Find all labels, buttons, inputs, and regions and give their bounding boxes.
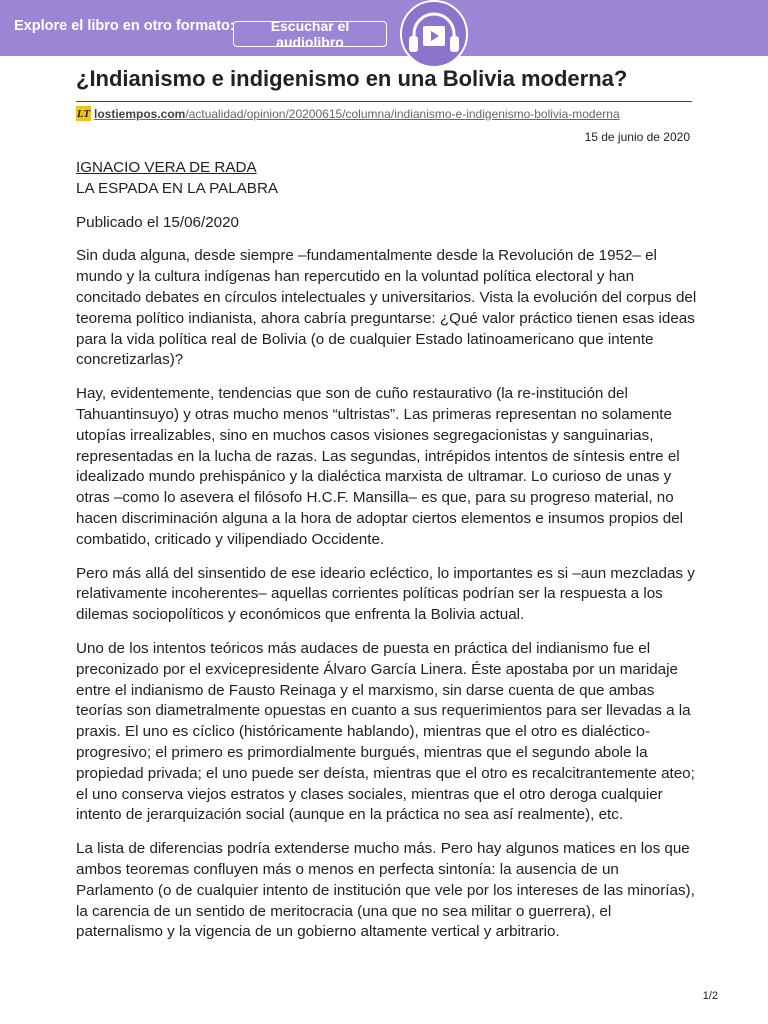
column-name: LA ESPADA EN LA PALABRA	[76, 179, 279, 197]
paragraph: Uno de los intentos teóricos más audaces de puesta en práctica del indianismo fue el preconizado por el exvicepresidente Álvaro García Linera. Éste apostaba por un maridaje entre el indianismo de Fausto Reinaga y el marxismo, sin darse cuenta de que ambas teorías son diametralmente opuestas en cuanto a sus requerimientos para ser llevadas a la praxis. El uno es cíclico (históricamente hablando), mientras que el otro es dialéctico-progresivo; el primero es primordialmente burgués, mientras que el segundo abole la propiedad privada; el uno puede ser deísta, mientras que el otro es recalcitrantemente ateo; el uno conserva viejos estratos y clases sociales, mientras que el otro deroga cualquier intento de jerarquización social (aunque en la práctica no sea así realmente), etc.	[76, 639, 695, 824]
audiobook-headphones-icon[interactable]	[400, 0, 470, 70]
published-date: Publicado el 15/06/2020	[76, 213, 239, 231]
source-link[interactable]	[76, 106, 620, 121]
page-number: 1/2	[702, 990, 718, 1002]
title-divider	[76, 101, 692, 102]
article-date: 15 de junio de 2020	[584, 130, 690, 144]
paragraph: Pero más allá del sinsentido de ese ideario ecléctico, lo importantes es si –aun mezcladas y relativamente incoherentes– aquellas corrientes políticas podrían ser la respuesta a los dilemas sociopolíticos y económicos que enfrenta la Bolivia actual.	[76, 564, 695, 624]
article-body	[76, 158, 698, 956]
paragraph: Sin duda alguna, desde siempre –fundamentalmente desde la Revolución de 1952– el mundo y la cultura indígenas han repercutido en la voluntad política electoral y han concitado debates en círculos intelectuales y universitarios. Vista la evolución del corpus del teorema político indianista, ahora cabría preguntarse: ¿Qué valor práctico tienen esas ideas para la vida política real de Bolivia (o de cualquier Estado latinoamericano que intente concretizarlas)?	[76, 247, 697, 369]
format-banner	[0, 0, 768, 56]
paragraph: La lista de diferencias podría extenderse mucho más. Pero hay algunos matices en los que ambos teoremas confluyen más o menos en perfecta sintonía: la ausencia de un Parlamento (o de cualquier intento de institución que vele por los intereses de las minorías), la carencia de un sentido de meritocracia (una que no sea militar o guerrera), el paternalismo y la vigencia de un gobierno altamente vertical y arbitrario.	[76, 840, 695, 941]
banner-text: Explore el libro en otro formato:	[14, 18, 235, 34]
lostiempos-logo-icon: LT	[76, 107, 91, 120]
listen-audiobook-button[interactable]: Escuchar el audiolibro	[233, 21, 387, 47]
author-name: IGNACIO VERA DE RADA	[76, 159, 257, 176]
source-path: /actualidad/opinion/20200615/columna/indianismo-e-indigenismo-bolivia-moderna	[185, 106, 620, 121]
source-url[interactable]	[94, 107, 620, 121]
paragraph: Hay, evidentemente, tendencias que son de cuño restaurativo (la re-institución del Tahuantinsuyo) y otras mucho menos “ultristas”. Las primeras representan no solamente utopías irrealizables, sino en muchos casos visiones segregacionistas y sanguinarias, representadas en la lucha de razas. Las segundas, intrépidos intentos de síntesis entre el idealizado mundo prehispánico y la dialéctica marxista de ultramar. Lo curioso de unas y otras –como lo asevera el filósofo H.C.F. Mansilla– es que, para su progreso material, no hacen discriminación alguna a la hora de adoptar ciertos elementos e insumos propios del combatido, criticado y vilipendiado Occidente.	[76, 385, 684, 548]
source-domain: lostiempos.com	[94, 106, 186, 121]
article-title: ¿Indianismo e indigenismo en una Bolivia moderna?	[76, 66, 628, 91]
